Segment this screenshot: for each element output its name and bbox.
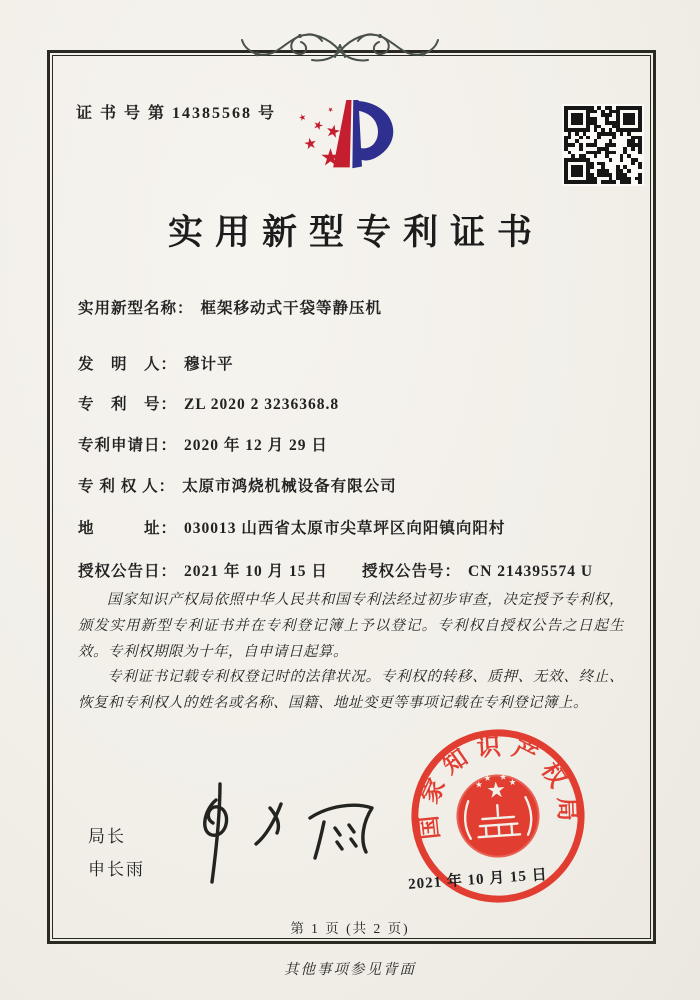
director-title: 局长 xyxy=(88,827,126,846)
field-row-address xyxy=(78,516,623,538)
field-label: 发 明 人： xyxy=(78,356,178,373)
field-label: 授权公告日： xyxy=(78,563,178,580)
body-paragraph: 国家知识产权局依照中华人民共和国专利法经过初步审查，决定授予专利权，颁发实用新型专利证书并在专利登记簿上予以登记。专利权自授权公告之日起生效。专利权期限为十年，自申请日起算。 xyxy=(78,592,624,660)
field-value: 太原市鸿烧机械设备有限公司 xyxy=(182,478,397,495)
field-value: 2020 年 12 月 29 日 xyxy=(184,437,328,454)
seal-ring-text: 国家知识产权局 xyxy=(415,733,580,841)
field-value: CN 214395574 U xyxy=(468,563,594,580)
field-row-filing-date xyxy=(78,433,623,455)
field-label: 专 利 权 人： xyxy=(78,478,176,495)
body-paragraph: 专利证书记载专利权登记时的法律状况。专利权的转移、质押、无效、终止、恢复和专利权人的姓名或名称、国籍、地址变更等事项记载在专利登记簿上。 xyxy=(78,669,624,712)
director-name: 申长雨 xyxy=(88,860,145,879)
director-signature-image xyxy=(182,778,397,888)
field-row-invention-name xyxy=(78,296,623,318)
field-value: ZL 2020 2 3236368.8 xyxy=(184,396,340,413)
field-value: 030013 山西省太原市尖草坪区向阳镇向阳村 xyxy=(184,520,506,537)
cnipa-logo xyxy=(278,88,418,196)
page-footer: 第 1 页 (共 2 页) xyxy=(290,921,410,936)
qr-code xyxy=(562,104,644,186)
grant-number-group xyxy=(362,559,593,581)
field-value: 框架移动式干袋等静压机 xyxy=(200,300,383,317)
grant-date-group xyxy=(78,563,328,580)
field-label: 地 址： xyxy=(78,520,178,537)
legal-text-block xyxy=(78,588,624,717)
field-label: 授权公告号： xyxy=(362,563,462,580)
back-note: 其他事项参见背面 xyxy=(284,962,416,978)
logo-red-wedge xyxy=(333,100,351,167)
seal-date: 2021 年 10 月 15 日 xyxy=(407,867,549,893)
field-row-patentee xyxy=(78,474,623,496)
top-flourish-ornament xyxy=(240,27,440,73)
field-value: 2021 年 10 月 15 日 xyxy=(184,563,328,580)
seal-national-emblem xyxy=(455,771,542,859)
logo-blue-p xyxy=(352,100,393,168)
field-label: 实用新型名称： xyxy=(78,300,194,317)
field-label: 专 利 号： xyxy=(78,396,178,413)
logo-stars xyxy=(298,106,341,166)
field-value: 穆计平 xyxy=(184,356,234,373)
field-row-inventor xyxy=(78,352,623,374)
field-row-patent-number xyxy=(78,392,623,414)
certificate-number: 证 书 号 第 14385568 号 xyxy=(76,105,277,122)
field-row-grant xyxy=(78,559,623,581)
field-label: 专利申请日： xyxy=(78,437,178,454)
certificate-title: 实用新型专利证书 xyxy=(167,213,544,252)
